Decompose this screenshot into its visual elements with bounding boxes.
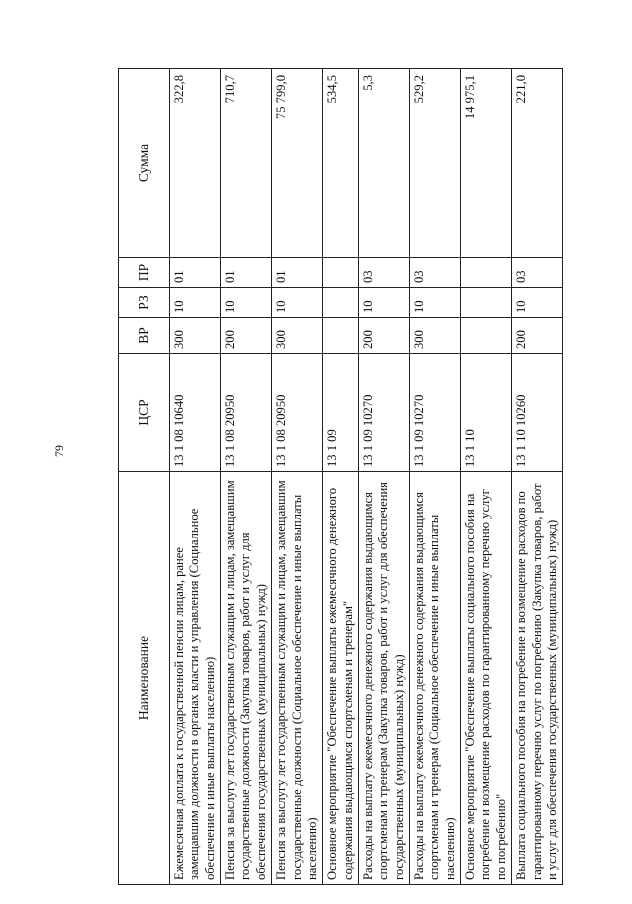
cell-vr: 300 [170,318,221,354]
cell-pr: 03 [358,258,409,288]
header-sum: Сумма [119,69,170,258]
budget-table [118,68,563,885]
cell-name: Пенсия за выслугу лет государственным служащим и лицам, замещавшим государственные должности (Социальное обеспечение и иные выплаты населению) [272,472,323,885]
cell-name: Основное мероприятие "Обеспечение выплаты ежемесячного денежного содержания выдающимся спортсменам и тренерам" [323,472,359,885]
cell-rz: 10 [272,288,323,318]
table-header-row [119,69,170,885]
cell-pr: 01 [272,258,323,288]
cell-rz [461,288,512,318]
cell-name: Расходы на выплату ежемесячного денежного содержания выдающимся спортсменам и тренерам (Закупка товаров, работ и услуг для обеспечения государственных (муниципальных) нужд) [358,472,409,885]
cell-pr [323,258,359,288]
budget-table-container [118,69,559,885]
header-csr: ЦСР [119,354,170,472]
cell-csr: 13 1 09 [323,354,359,472]
header-rz: РЗ [119,288,170,318]
cell-sum: 5,3 [358,69,409,258]
cell-csr: 13 1 09 10270 [410,354,461,472]
page-number: 79 [52,445,66,457]
cell-vr [323,318,359,354]
cell-name: Пенсия за выслугу лет государственным служащим и лицам, замещавшим государственные должности (Закупка товаров, работ и услуг для обеспечения государственных (муниципальных) нужд) [221,472,272,885]
cell-rz: 10 [358,288,409,318]
cell-sum: 529,2 [410,69,461,258]
cell-pr [461,258,512,288]
cell-csr: 13 1 10 [461,354,512,472]
cell-vr: 200 [221,318,272,354]
table-row [221,69,272,885]
cell-pr: 01 [221,258,272,288]
cell-name: Основное мероприятие "Обеспечение выплаты социального пособия на погребение и возмещение расходов по гарантированному перечню услуг по погребению" [461,472,512,885]
cell-sum: 75 799,0 [272,69,323,258]
cell-rz: 10 [410,288,461,318]
table-row [512,69,563,885]
cell-pr: 03 [512,258,563,288]
cell-name: Расходы на выплату ежемесячного денежного содержания выдающимся спортсменам и тренерам (Социальное обеспечение и иные выплаты населению) [410,472,461,885]
table-row [323,69,359,885]
cell-sum: 534,5 [323,69,359,258]
table-row [170,69,221,885]
header-name: Наименование [119,472,170,885]
table-row [272,69,323,885]
cell-csr: 13 1 09 10270 [358,354,409,472]
cell-rz: 10 [221,288,272,318]
cell-vr [461,318,512,354]
cell-vr: 300 [410,318,461,354]
cell-rz: 10 [170,288,221,318]
cell-vr: 200 [358,318,409,354]
cell-sum: 710,7 [221,69,272,258]
cell-vr: 200 [512,318,563,354]
cell-csr: 13 1 08 10640 [170,354,221,472]
cell-vr: 300 [272,318,323,354]
cell-pr: 03 [410,258,461,288]
header-vr: ВР [119,318,170,354]
cell-csr: 13 1 08 20950 [221,354,272,472]
table-row [410,69,461,885]
cell-name: Ежемесячная доплата к государственной пенсии лицам, ранее замещавшим должности в органах власти и управления (Социальное обеспечение и иные выплаты населению) [170,472,221,885]
cell-csr: 13 1 10 10260 [512,354,563,472]
cell-sum: 14 975,1 [461,69,512,258]
cell-rz [323,288,359,318]
cell-rz: 10 [512,288,563,318]
table-row [358,69,409,885]
cell-pr: 01 [170,258,221,288]
cell-sum: 322,8 [170,69,221,258]
header-pr: ПР [119,258,170,288]
cell-sum: 221,0 [512,69,563,258]
cell-csr: 13 1 08 20950 [272,354,323,472]
cell-name: Выплата социального пособия на погребение и возмещение расходов по гарантированному перечню услуг по погребению (Закупка товаров, работ и услуг для обеспечения государственных (муниципальных) нужд) [512,472,563,885]
table-row [461,69,512,885]
